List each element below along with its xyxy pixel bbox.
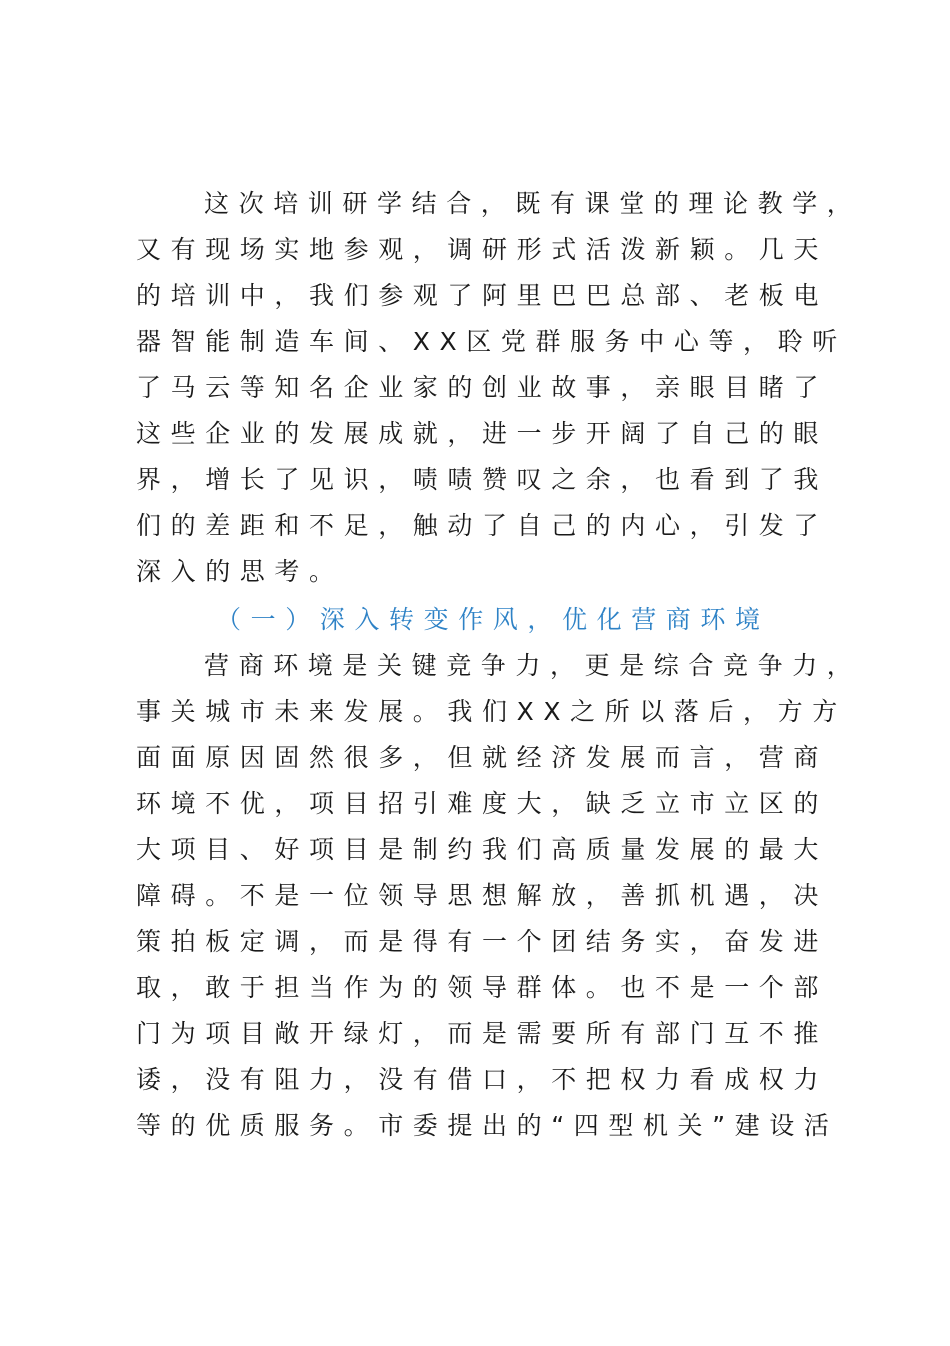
paragraph-1-line: 了马云等知名企业家的创业故事，亲眼目睹了 [136,373,829,402]
paragraph-2-line: 营商环境是关键竞争力，更是综合竞争力， [204,651,862,680]
paragraph-1-line: 们的差距和不足，触动了自己的内心，引发了 [136,511,829,540]
paragraph-2-line: 环境不优，项目招引难度大，缺乏立市立区的 [136,789,829,818]
paragraph-1-line: 这次培训研学结合，既有课堂的理论教学， [204,189,862,218]
paragraph-1-line: 器智能制造车间、XX区党群服务中心等，聆听 [136,327,847,356]
paragraph-1-line: 的培训中，我们参观了阿里巴巴总部、老板电 [136,281,829,310]
paragraph-1-line: 又有现场实地参观，调研形式活泼新颖。几天 [136,235,829,264]
paragraph-2-line: 策拍板定调，而是得有一个团结务实，奋发进 [136,927,829,956]
paragraph-2-line: 事关城市未来发展。我们XX之所以落后，方方 [136,697,847,726]
paragraph-2-line: 面面原因固然很多，但就经济发展而言，营商 [136,743,829,772]
paragraph-1-line: 这些企业的发展成就，进一步开阔了自己的眼 [136,419,829,448]
paragraph-2-line: 门为项目敞开绿灯，而是需要所有部门互不推 [136,1019,829,1048]
paragraph-2-line: 诿，没有阻力，没有借口，不把权力看成权力 [136,1065,829,1094]
paragraph-2-line: 障碍。不是一位领导思想解放，善抓机遇，决 [136,881,829,910]
paragraph-2-line: 等的优质服务。市委提出的“四型机关”建设活 [136,1111,839,1140]
paragraph-2-line: 大项目、好项目是制约我们高质量发展的最大 [136,835,829,864]
paragraph-2-line: 取，敢于担当作为的领导群体。也不是一个部 [136,973,829,1002]
section-heading: （一）深入转变作风，优化营商环境 [216,605,770,634]
paragraph-1-line: 界，增长了见识，啧啧赞叹之余，也看到了我 [136,465,829,494]
paragraph-1-line: 深入的思考。 [136,557,344,586]
